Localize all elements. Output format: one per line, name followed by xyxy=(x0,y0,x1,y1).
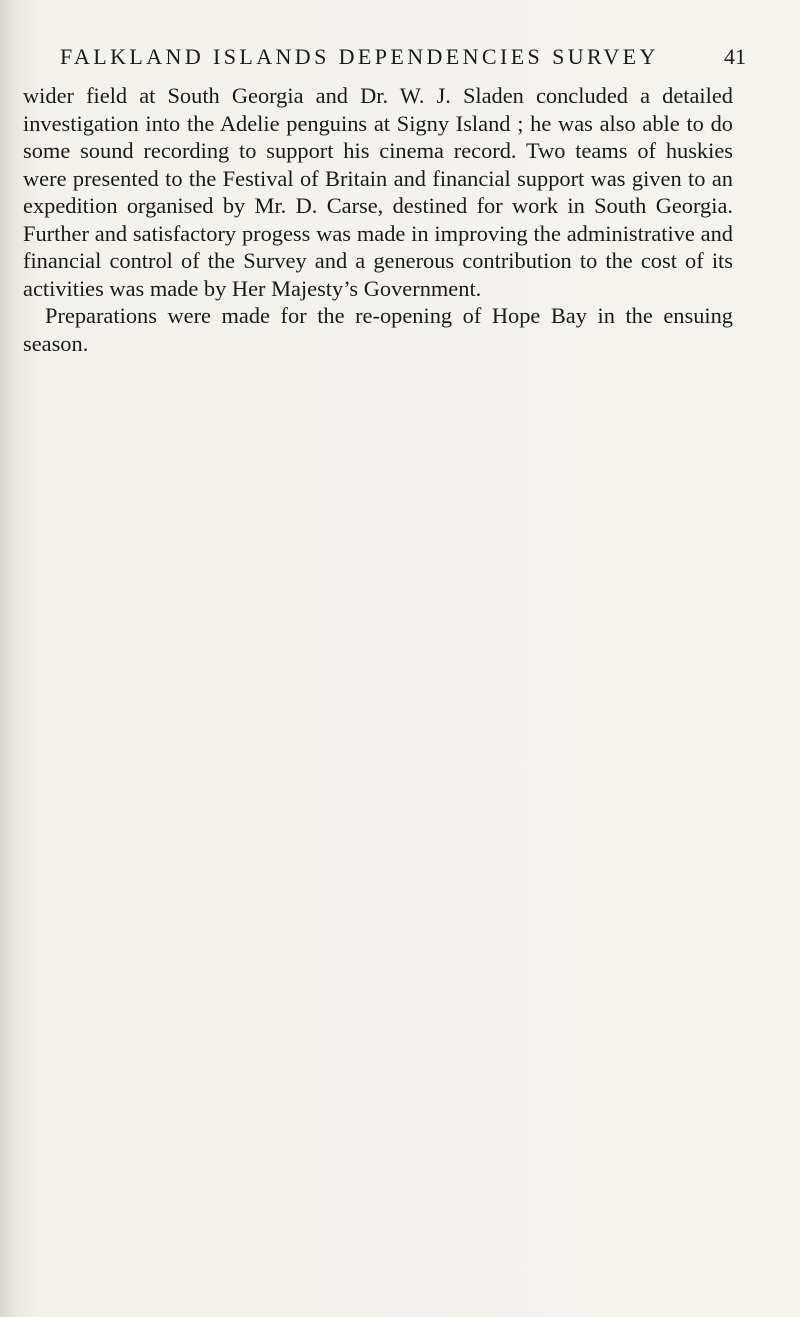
paragraph: wider field at South Georgia and Dr. W. J. Sladen concluded a detailed investigation into the Adelie penguins at Signy Island ; he was also able to do some sound recording to support his cinema record. Two teams of huskies were presented to the Festival of Britain and financial support was given to an expedition organised by Mr. D. Carse, destined for work in South Georgia. Further and satisfactory progess was made in improving the administrative and financial control of the Survey and a generous contribution to the cost of its activities was made by Her Majesty’s Government. xyxy=(23,83,733,301)
page-number: 41 xyxy=(724,44,746,69)
paragraph: Preparations were made for the re-opening of Hope Bay in the ensuing season. xyxy=(23,303,733,356)
running-title: FALKLAND ISLANDS DEPENDENCIES SURVEY xyxy=(60,44,659,69)
running-head xyxy=(60,42,746,72)
body-text xyxy=(23,82,733,357)
